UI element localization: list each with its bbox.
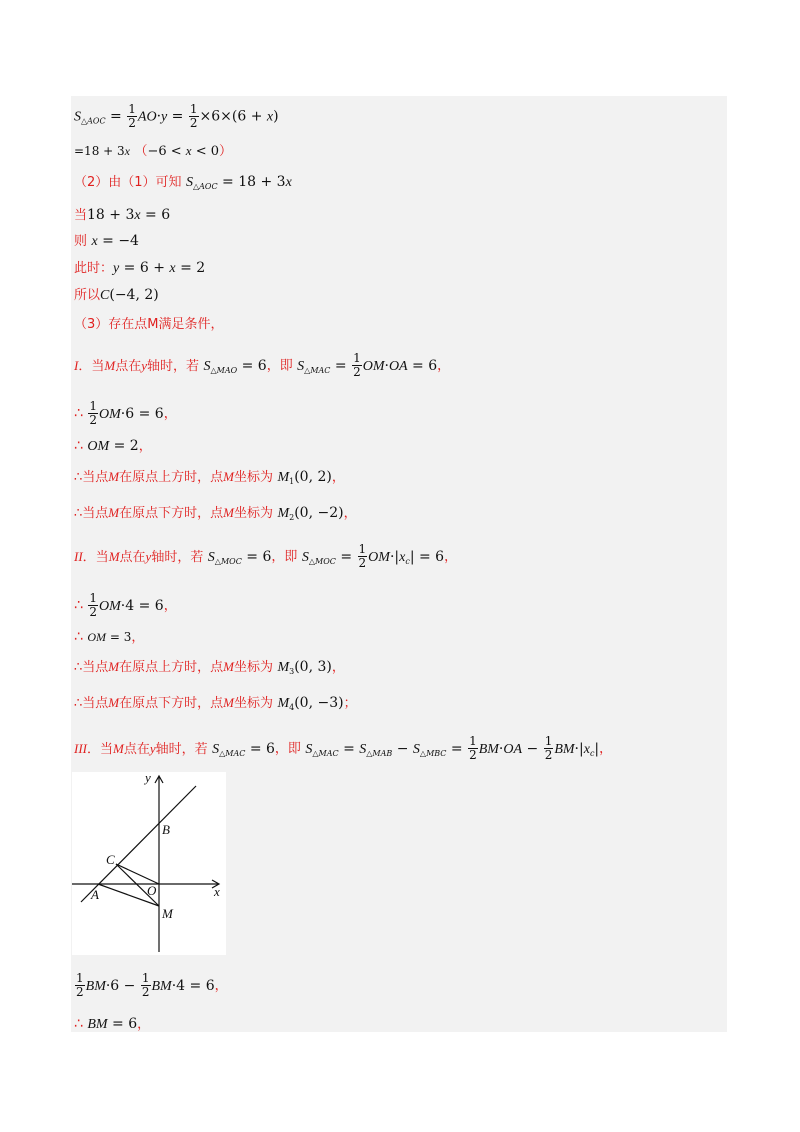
- label-x: x: [214, 884, 220, 899]
- segment-co: [116, 864, 159, 884]
- case2-condition: II．当M点在y轴时，若 $S_{\triangle MOC} = 6$，即 $S_{\triangle MOC}$ = $\frac{1}{2}$ $OM\cdot|x_c| = 6$，: [74, 542, 458, 570]
- area-aoc-result: =18 + 3x （−6 < x < 0）: [74, 143, 233, 159]
- part2-intro: （2）由（1）可知 $S_{\triangle AOC} = 18 + 3x$: [74, 174, 292, 191]
- label-a: A: [91, 887, 99, 902]
- case2-step1: ∴ $\frac{1}{2}$ OM·4 = 6，: [74, 591, 177, 619]
- label-y: y: [145, 772, 151, 785]
- label-o: O: [147, 883, 157, 898]
- part2-x-value: 则 x = −4: [74, 233, 139, 249]
- label-m: M: [162, 906, 173, 921]
- part2-y-value: 此时：y = 6 + x = 2: [74, 260, 206, 276]
- case2-m4: ∴当点M在原点下方时，点M坐标为 $M_4(0$, −3)；: [74, 695, 357, 712]
- case3-equation: $\frac{1}{2}$ BM·6 − $\frac{1}{2}$ BM·4 = 6，: [76, 971, 228, 999]
- case1-m2: ∴当点M在原点下方时，点M坐标为 $M_2(0$, −2)，: [74, 505, 357, 522]
- label-c: C: [106, 852, 115, 867]
- case1-step1: ∴ $\frac{1}{2}$ OM·6 = 6，: [74, 399, 177, 427]
- part3-intro: （3）存在点M满足条件，: [74, 317, 224, 332]
- geometry-diagram: [72, 772, 226, 955]
- case1-step2: ∴ OM = 2，: [74, 438, 152, 454]
- label-b: B: [162, 822, 170, 837]
- case3-condition: III．当M点在y轴时，若 $S_{\triangle MAC} = 6$，即 $S_{\triangle MAC} = S_{\triangle MAB} - S_{\triangle MBC}$ = $\frac{1}{2}$ BM·OA − $\frac{1}{2}$ $BM\cdot|x_c|$，: [74, 734, 613, 762]
- case2-m3: ∴当点M在原点上方时，点M坐标为 $M_3(0$, 3)，: [74, 659, 345, 676]
- part2-equation: 当18 + 3x = 6: [74, 207, 171, 223]
- case3-result: ∴ BM = 6，: [74, 1016, 151, 1032]
- area-aoc-formula: $S_{\triangle AOC}$ = $\frac{1}{2}$ AO·y = $\frac{1}{2}$ ×6×(6 + x): [74, 102, 279, 130]
- case1-condition: I．当M点在y轴时，若 $S_{\triangle MAO} = 6$，即 $S_{\triangle MAC}$ = $\frac{1}{2}$ OM·OA = 6，: [74, 351, 451, 379]
- coordinate-figure: [72, 772, 226, 955]
- case2-step2: ∴ OM = 3，: [74, 629, 145, 645]
- case1-m1: ∴当点M在原点上方时，点M坐标为 $M_1(0$, 2)，: [74, 469, 345, 486]
- part2-point-c: 所以C(−4, 2): [74, 287, 159, 303]
